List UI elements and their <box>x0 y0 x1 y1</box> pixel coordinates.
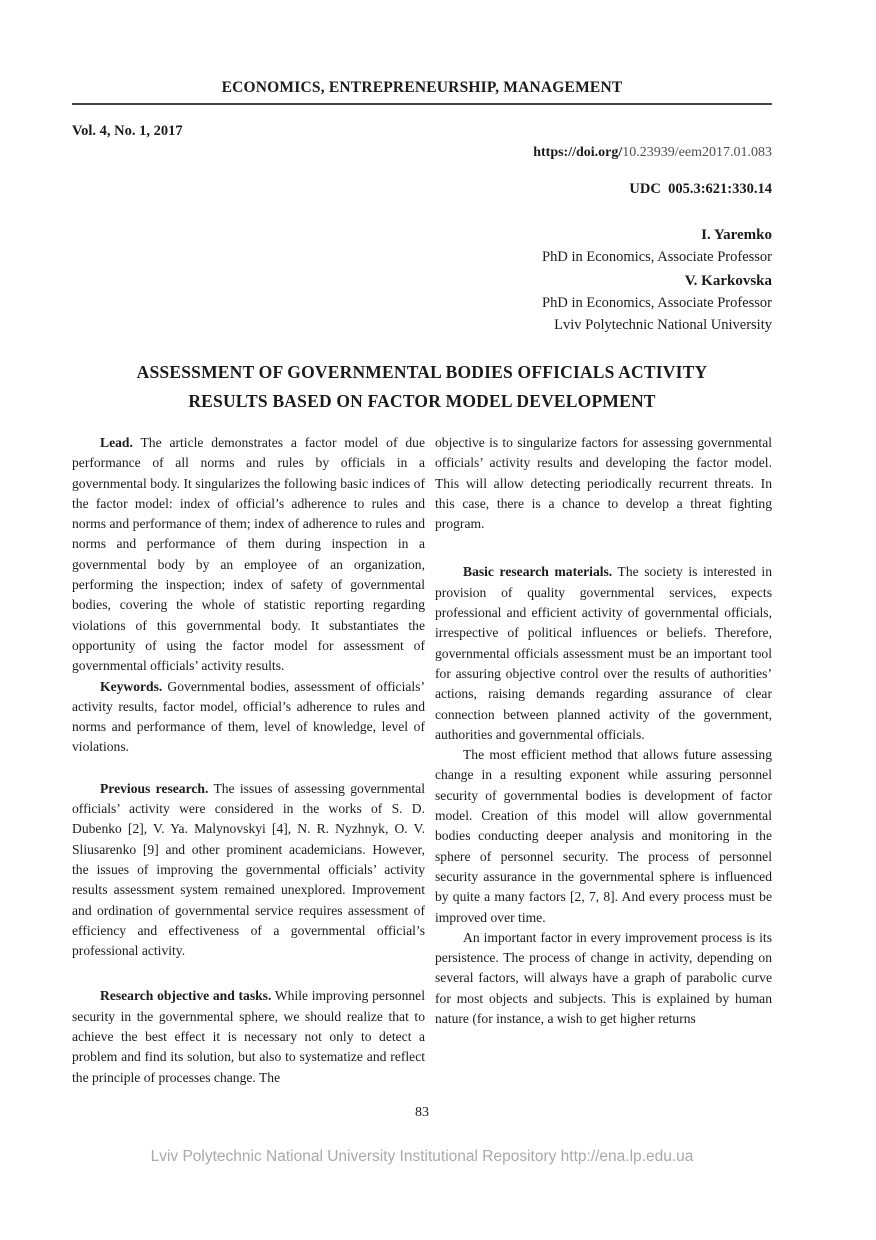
left-column <box>72 433 425 1088</box>
previous-research-label: Previous research. <box>100 780 209 796</box>
right-column <box>435 433 772 1088</box>
paragraph-keywords <box>72 677 425 758</box>
lead-text: The article demonstrates a factor model of due performance of all norms and rules by officials in a governmental body. It singularizes the following basic indices of the factor model: index of official’s adherence to rules and norms and performance of them; index of adherence to rules and norms and performance of them during inspection in a governmental body by an employee of an organization, performing the inspection; index of safety of governmental bodies, covering the whole of statistic reporting regarding violations of this governmental body. It substantiates the opportunity of using the factor model for assessment of governmental officials’ activity results. <box>72 435 425 674</box>
keywords-text: Governmental bodies, assessment of officials’ activity results, factor model, official’s adherence to rules and norms and performance of them, level of knowledge, level of violations. <box>72 678 425 755</box>
volume-issue-line: Vol. 4, No. 1, 2017 <box>72 123 183 139</box>
doi-line <box>72 143 772 163</box>
paragraph-important-factor <box>435 928 772 1029</box>
previous-research-text: The issues of assessing governmental officials’ activity were considered in the works of S. D. Dubenko [2], V. Ya. Malynovskyi [4], N. R. Nyzhnyk, O. V. Sliusarenko [9] and other prominent academicians. However, the issues of improving the governmental officials’ activity results assessment system remained unexplored. Improvement and ordination of governmental service requires assessment of efficiency and effectiveness of a governmental official’s professional activity. <box>72 780 425 959</box>
continuation-text: objective is to singularize factors for assessing governmental officials’ activity results and developing the factor model. This will allow detecting periodically recurrent threats. In this case, there is a chance to develop a threat fighting program. <box>435 435 772 532</box>
basic-research-label: Basic research materials. <box>463 564 613 580</box>
doi-suffix: 10.23939/eem2017.01.083 <box>622 145 772 160</box>
efficient-method-text: The most efficient method that allows future assessing change in a resulting exponent while assuring personnel security of governmental bodies is development of factor model. Creation of this model will allow governmental bodies conducting deeper analysis and monitoring in the sphere of personnel security. The process of personnel security assurance in the governmental sphere is influenced by quite a many factors [2, 7, 8]. And every process must be improved over time. <box>435 747 772 925</box>
author-affiliation: PhD in Economics, Associate Professor <box>542 295 772 311</box>
paragraph-lead <box>72 433 425 677</box>
important-factor-text: An important factor in every improvement process is its persistence. The process of change in activity, depending on several factors, will always have a graph of parabolic curve for most objects and subjects. This is explained by human nature (for instance, a wish to get higher returns <box>435 929 772 1027</box>
author-affiliation: PhD in Economics, Associate Professor <box>542 249 772 265</box>
body-columns <box>72 433 772 1088</box>
paragraph-research-objective <box>72 986 425 1087</box>
research-objective-label: Research objective and tasks. <box>100 988 272 1004</box>
keywords-label: Keywords. <box>100 678 163 694</box>
article-title-line2: RESULTS BASED ON FACTOR MODEL DEVELOPMENT <box>188 391 656 411</box>
lead-label: Lead. <box>100 435 133 450</box>
author-name: I. Yaremko <box>701 227 772 243</box>
author-affiliation: Lviv Polytechnic National University <box>554 317 772 333</box>
udc-line: UDC 005.3:621:330.14 <box>629 181 772 197</box>
author-name: V. Karkovska <box>684 273 772 289</box>
repository-footer: Lviv Polytechnic National University Institutional Repository http://ena.lp.edu.ua <box>150 1147 694 1165</box>
basic-research-text: The society is interested in provision of quality governmental services, expects professional and efficient activity of governmental officials, irrespective of political influences or beliefs. Therefore, governmental officials assessment must be an important tool for assuring objective control over the results of authorities’ actions, raising demands regarding assurance of clear connection between planned activity of the government, authorities and governmental officials. <box>435 564 773 742</box>
paragraph-efficient-method <box>435 745 772 928</box>
doi-prefix: https://doi.org/ <box>533 145 623 160</box>
article-title <box>72 358 772 416</box>
paragraph-basic-research <box>435 562 772 745</box>
research-objective-text: While improving personnel security in the governmental sphere, we should realize that to achieve the best effect it is necessary not only to detect a problem and find its solution, but also to systematize and reflect the principle of processes change. The <box>72 988 425 1085</box>
paragraph-previous-research <box>72 779 425 962</box>
paragraph-continuation <box>435 433 772 534</box>
header-rule-divider <box>72 103 772 105</box>
article-title-line1: ASSESSMENT OF GOVERNMENTAL BODIES OFFICIALS ACTIVITY <box>136 362 708 382</box>
journal-header: ECONOMICS, ENTREPRENEURSHIP, MANAGEMENT <box>221 79 623 96</box>
authors-block <box>72 224 772 336</box>
page-number: 83 <box>415 1104 429 1120</box>
